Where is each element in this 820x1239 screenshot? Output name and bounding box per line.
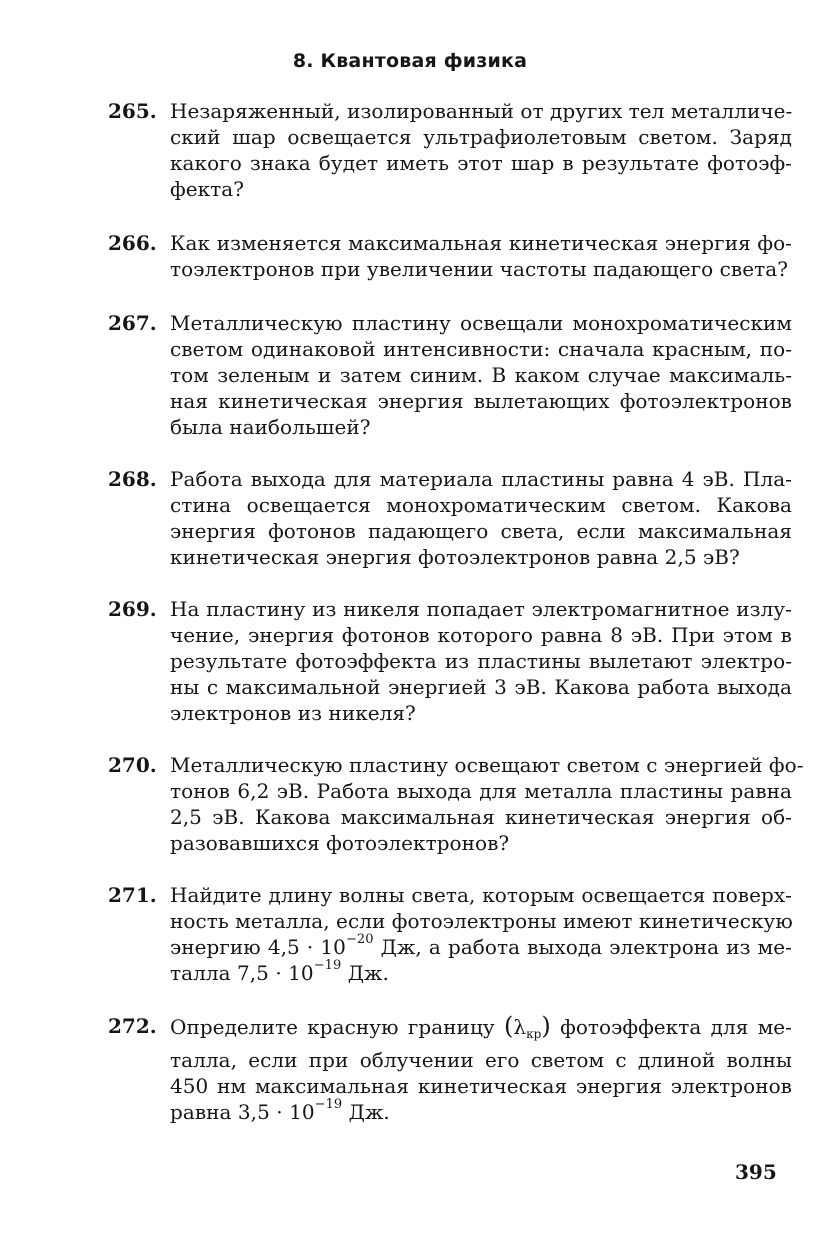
text-line: Как изменяется максимальная кинетическая энергия фо-	[170, 231, 792, 255]
text-line: ность металла, если фотоэлектроны имеют кинетическую	[170, 909, 793, 933]
text-line: Незаряженный, изолированный от других тел металличе-	[170, 99, 793, 123]
problem-number: 270.	[108, 753, 157, 777]
text-line: талла, если при облучении его светом с длиной волны	[170, 1048, 792, 1072]
text-segment: Дж.	[341, 961, 389, 985]
lambda-symbol: λ	[513, 1015, 527, 1039]
problem-text	[170, 596, 792, 726]
problem-number: 267.	[108, 311, 157, 335]
text-line: кинетическая энергия фотоэлектронов равна 2,5 эВ?	[170, 545, 740, 569]
text-line: энергия фотонов падающего света, если максимальная	[170, 519, 792, 543]
text-segment: талла 7,5 · 10	[170, 961, 314, 985]
page-number: 395	[735, 1160, 777, 1184]
text-line-with-symbol	[170, 1013, 792, 1039]
problem-number: 271.	[108, 883, 157, 907]
problem-text	[170, 310, 792, 440]
exponent: −19	[314, 1097, 343, 1113]
problem-text	[170, 98, 792, 202]
text-line: какого знака будет иметь этот шар в результате фотоэф-	[170, 151, 792, 175]
text-line: Работа выхода для материала пластины равна 4 эВ. Пла-	[170, 467, 792, 491]
text-line: Металлическую пластину освещают светом с энергией фо-	[170, 753, 804, 777]
text-segment: Определите красную границу	[170, 1015, 504, 1039]
text-line: ная кинетическая энергия вылетающих фотоэлектронов	[170, 389, 792, 413]
problem-number: 266.	[108, 231, 157, 255]
text-line: была наибольшей?	[170, 415, 371, 439]
text-line: Металлическую пластину освещали монохроматическим	[170, 311, 792, 335]
text-line: том зеленым и затем синим. В каком случае максималь-	[170, 363, 792, 387]
problem-number: 268.	[108, 467, 157, 491]
text-line-with-exponent	[170, 960, 792, 986]
problem-text	[170, 1013, 792, 1125]
problem-number: 265.	[108, 99, 157, 123]
text-line: На пластину из никеля попадает электромагнитное излу-	[170, 597, 792, 621]
section-title: 8. Квантовая физика	[292, 50, 528, 72]
text-segment: Дж, а работа выхода электрона из ме-	[373, 935, 792, 959]
text-line: ский шар освещается ультрафиолетовым светом. Заряд	[170, 125, 792, 149]
problem-number: 269.	[108, 597, 157, 621]
text-segment: энергию 4,5 · 10	[170, 935, 346, 959]
exponent: −20	[345, 932, 374, 948]
text-line: тоэлектронов при увеличении частоты падающего света?	[170, 257, 788, 281]
text-line-with-exponent	[170, 1099, 792, 1125]
text-line: фекта?	[170, 177, 245, 201]
text-line: тонов 6,2 эВ. Работа выхода для металла пластины равна	[170, 779, 792, 803]
problem-number: 272.	[108, 1014, 157, 1038]
close-paren: )	[541, 1012, 551, 1040]
text-line: 2,5 эВ. Какова максимальная кинетическая энергия об-	[170, 805, 792, 829]
text-line: электронов из никеля?	[170, 701, 416, 725]
text-line: Найдите длину волны света, которым освещается поверх-	[170, 883, 792, 907]
exponent: −19	[313, 958, 342, 974]
text-line-with-exponent	[170, 934, 792, 960]
problem-text	[170, 752, 804, 856]
text-line: стина освещается монохроматическим светом. Какова	[170, 493, 792, 517]
lambda-subscript: кр	[526, 1027, 542, 1041]
text-segment: равна 3,5 · 10	[170, 1100, 315, 1124]
text-segment: Дж.	[342, 1100, 390, 1124]
open-paren: (	[503, 1012, 514, 1040]
text-line: разовавшихся фотоэлектронов?	[170, 831, 510, 855]
problem-text	[170, 230, 792, 282]
text-line: результате фотоэффекта из пластины вылетают электро-	[170, 649, 792, 673]
text-line: ны с максимальной энергией 3 эВ. Какова работа выхода	[170, 675, 792, 699]
text-line: чение, энергия фотонов которого равна 8 эВ. При этом в	[170, 623, 792, 647]
text-line: светом одинаковой интенсивности: сначала красным, по-	[170, 337, 792, 361]
text-line: 450 нм максимальная кинетическая энергия электронов	[170, 1074, 792, 1098]
problem-text	[170, 466, 792, 570]
text-segment: фотоэффекта для ме-	[550, 1015, 792, 1039]
problem-text	[170, 882, 792, 986]
